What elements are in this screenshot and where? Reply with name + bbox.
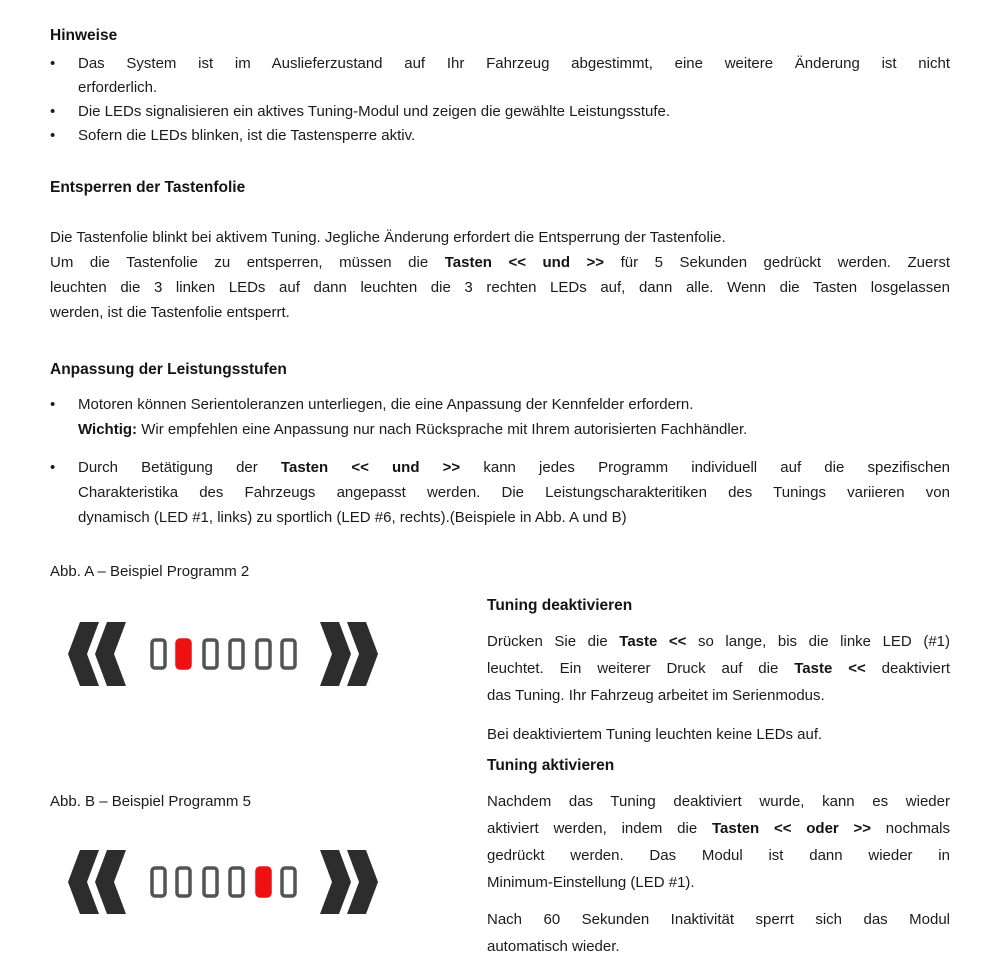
text-run: nochmals <box>871 820 950 837</box>
text-line: Die LEDs signalisieren ein aktives Tuning-Modul und zeigen die gewählte Leistungsstufe. <box>78 103 671 120</box>
text-line: Nach 60 Sekunden Inaktivität sperrt sich das Modul <box>487 911 950 928</box>
bullet-text <box>78 52 950 100</box>
text-line: gedrückt werden. Das Modul ist dann wieder in <box>487 847 950 864</box>
paragraph-entsperren <box>50 225 950 325</box>
text-line: Das System ist im Auslieferzustand auf Ihr Fahrzeug abgestimmt, eine weitere Änderung ist nicht <box>78 55 950 72</box>
text-line <box>487 628 950 655</box>
text-run: Drücken Sie die <box>487 633 620 650</box>
text-line <box>50 250 950 275</box>
chevron-left-double-icon <box>68 622 126 686</box>
bullet-text <box>78 455 950 530</box>
bullet-item <box>50 455 950 530</box>
led-box-6 <box>282 640 295 668</box>
bold-run: Tasten << oder >> <box>711 820 872 837</box>
text-line: werden, ist die Tastenfolie entsperrt. <box>50 304 290 321</box>
figure-a-label: Abb. A – Beispiel Programm 2 <box>50 563 250 580</box>
text-line: Motoren können Serientoleranzen unterliegen, die eine Anpassung der Kennfelder erfordern. <box>78 396 694 413</box>
bullet-item <box>50 124 950 148</box>
text-run: deaktiviert <box>865 660 950 677</box>
led-box-1 <box>152 868 165 896</box>
text-run: Wir empfehlen eine Anpassung nur nach Rücksprache mit Ihrem autorisierten Fachhändler. <box>137 421 748 438</box>
led-row <box>152 640 295 668</box>
bullet-marker: • <box>50 103 56 120</box>
led-box-1 <box>152 640 165 668</box>
section-heading-hinweise: Hinweise <box>50 27 118 44</box>
paragraph-deaktivieren <box>487 628 950 709</box>
text-run: für 5 Sekunden gedrückt werden. Zuerst <box>604 254 951 271</box>
text-line: Charakteristika des Fahrzeugs angepasst werden. Die Leistungscharakteritiken des Tunings variieren von <box>78 484 950 501</box>
led-box-4 <box>230 640 243 668</box>
chevron-right-double-icon <box>320 622 378 686</box>
paragraph-keine-leds <box>487 721 950 748</box>
text-run: aktiviert werden, indem die <box>487 820 712 837</box>
text-run: leuchtet. Ein weiterer Druck auf die <box>487 660 795 677</box>
bullet-marker: • <box>50 55 56 72</box>
text-line: dynamisch (LED #1, links) zu sportlich (LED #6, rechts).(Beispiele in Abb. A und B) <box>78 509 627 526</box>
paragraph-aktivieren <box>487 788 950 896</box>
led-box-5 <box>257 640 270 668</box>
tuning-text-column <box>487 562 950 960</box>
led-box-2 <box>177 640 190 668</box>
paragraph-inaktivitaet <box>487 906 950 960</box>
led-box-3 <box>204 640 217 668</box>
text-run: Um die Tastenfolie zu entsperren, müssen die <box>50 254 445 271</box>
bullet-item <box>50 52 950 100</box>
bold-run: Taste << <box>794 660 866 677</box>
figure-b-label: Abb. B – Beispiel Programm 5 <box>50 793 251 810</box>
figures-and-text-columns <box>50 562 950 960</box>
text-line: Minimum-Einstellung (LED #1). <box>487 874 695 891</box>
text-line <box>487 815 950 842</box>
text-run: kann jedes Programm individuell auf die spezifischen <box>460 459 951 476</box>
text-line: erforderlich. <box>78 79 158 96</box>
text-line: Sofern die LEDs blinken, ist die Tastensperre aktiv. <box>78 127 416 144</box>
chevron-right-double-icon <box>320 850 378 914</box>
bullet-item <box>50 392 950 442</box>
text-line <box>487 655 950 682</box>
anpassung-bullet-list <box>50 392 950 530</box>
led-box-5 <box>257 868 270 896</box>
bullet-item <box>50 100 950 124</box>
text-line <box>78 417 950 442</box>
bullet-text <box>78 392 950 442</box>
chevron-left-double-icon <box>68 850 126 914</box>
bold-run: Taste << <box>619 633 687 650</box>
text-line: Die Tastenfolie blinkt bei aktivem Tuning. Jegliche Änderung erfordert die Entsperrung der Tastenfolie. <box>50 229 726 246</box>
section-heading-anpassung: Anpassung der Leistungsstufen <box>50 361 287 378</box>
bullet-marker: • <box>50 127 56 144</box>
bold-run: Wichtig: <box>78 421 138 438</box>
text-line: automatisch wieder. <box>487 938 620 955</box>
led-box-4 <box>230 868 243 896</box>
led-box-3 <box>204 868 217 896</box>
text-line: leuchten die 3 linken LEDs auf dann leuchten die 3 rechten LEDs auf, dann alle. Wenn die Tasten losgelassen <box>50 279 950 296</box>
text-run: so lange, bis die linke LED (#1) <box>686 633 951 650</box>
bold-run: Tasten << und >> <box>280 459 461 476</box>
hinweise-bullet-list <box>50 52 950 148</box>
text-line: Bei deaktiviertem Tuning leuchten keine LEDs auf. <box>487 726 823 743</box>
text-line: Nachdem das Tuning deaktiviert wurde, kann es wieder <box>487 793 950 810</box>
section-heading-entsperren: Entsperren der Tastenfolie <box>50 179 246 196</box>
heading-tuning-aktivieren: Tuning aktivieren <box>487 757 615 774</box>
text-line <box>78 455 950 480</box>
text-run: Durch Betätigung der <box>78 459 281 476</box>
led-row <box>152 868 295 896</box>
led-box-2 <box>177 868 190 896</box>
figures-column <box>50 562 487 960</box>
bold-run: Tasten << und >> <box>444 254 605 271</box>
bullet-marker: • <box>50 396 56 413</box>
text-line: das Tuning. Ihr Fahrzeug arbeitet im Serienmodus. <box>487 687 825 704</box>
heading-tuning-deaktivieren: Tuning deaktivieren <box>487 597 633 614</box>
figure-b-led-display <box>60 846 380 918</box>
bullet-marker: • <box>50 459 56 476</box>
figure-a-led-display <box>60 618 380 690</box>
led-box-6 <box>282 868 295 896</box>
